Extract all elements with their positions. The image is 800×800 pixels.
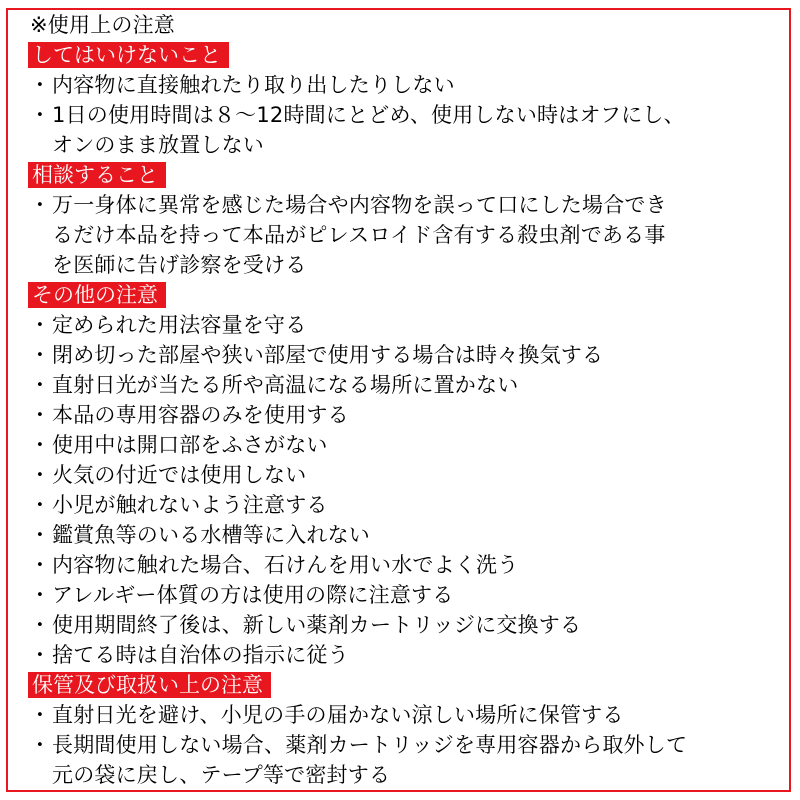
- list-item: [28, 370, 788, 400]
- list-item-text: 閉め切った部屋や狭い部屋で使用する場合は時々換気する: [52, 343, 604, 367]
- list-item-text: るだけ本品を持って本品がピレスロイド含有する殺虫剤である事: [52, 223, 666, 247]
- list-item-text: 定められた用法容量を守る: [52, 313, 307, 337]
- list-item-continuation: [28, 250, 788, 280]
- bullet-mark: ・: [29, 373, 51, 397]
- list-item: [28, 640, 788, 670]
- bullet-mark: ・: [29, 703, 51, 727]
- list-item-text: 使用中は開口部をふさがない: [52, 433, 328, 457]
- bullet-mark: ・: [29, 553, 51, 577]
- section-heading: してはいけないこと: [28, 42, 229, 68]
- notice-content: [28, 10, 788, 790]
- bullet-mark: ・: [29, 313, 51, 337]
- list-item: [28, 580, 788, 610]
- bullet-mark: ・: [29, 583, 51, 607]
- list-item: [28, 610, 788, 640]
- page-title: ※使用上の注意: [30, 13, 175, 37]
- list-item: [28, 730, 788, 760]
- section-heading: その他の注意: [28, 282, 166, 308]
- list-item-text: 小児が触れないよう注意する: [52, 493, 328, 517]
- list-item: [28, 310, 788, 340]
- section-heading: 保管及び取扱い上の注意: [28, 672, 271, 698]
- list-item-continuation: [28, 130, 788, 160]
- list-item-text: 直射日光が当たる所や高温になる場所に置かない: [52, 373, 519, 397]
- list-item-text: 捨てる時は自治体の指示に従う: [52, 643, 349, 667]
- sections-container: [28, 40, 788, 790]
- list-item-text: 内容物に触れた場合、石けんを用い水でよく洗う: [52, 553, 519, 577]
- list-item-text: アレルギー体質の方は使用の際に注意する: [52, 583, 454, 607]
- bullet-mark: ・: [29, 343, 51, 367]
- bullet-mark: ・: [29, 433, 51, 457]
- list-item: [28, 520, 788, 550]
- section-heading-row: [28, 160, 788, 190]
- bullet-mark: ・: [29, 403, 51, 427]
- section-heading-row: [28, 280, 788, 310]
- list-item: [28, 190, 788, 220]
- list-item: [28, 430, 788, 460]
- list-item-text: 元の袋に戻し、テープ等で密封する: [52, 763, 391, 787]
- list-item: [28, 70, 788, 100]
- list-item-continuation: [28, 220, 788, 250]
- bullet-mark: ・: [29, 103, 51, 127]
- bullet-mark: ・: [29, 193, 51, 217]
- list-item-text: 火気の付近では使用しない: [52, 463, 307, 487]
- list-item: [28, 100, 788, 130]
- list-item: [28, 550, 788, 580]
- list-item: [28, 490, 788, 520]
- section-heading-row: [28, 670, 788, 700]
- list-item-text: 1日の使用時間は８～12時間にとどめ、使用しない時はオフにし、: [52, 103, 685, 127]
- list-item: [28, 400, 788, 430]
- bullet-mark: ・: [29, 493, 51, 517]
- bullet-mark: ・: [29, 523, 51, 547]
- list-item: [28, 700, 788, 730]
- list-item-text: 内容物に直接触れたり取り出したりしない: [52, 73, 455, 97]
- list-item-text: 直射日光を避け、小児の手の届かない涼しい場所に保管する: [52, 703, 624, 727]
- list-item: [28, 460, 788, 490]
- list-item-text: オンのまま放置しない: [52, 133, 264, 157]
- bullet-mark: ・: [29, 613, 51, 637]
- list-item-text: 使用期間終了後は、新しい薬剤カートリッジに交換する: [52, 613, 582, 637]
- list-item-text: 長期間使用しない場合、薬剤カートリッジを専用容器から取外して: [52, 733, 688, 757]
- bullet-mark: ・: [29, 463, 51, 487]
- list-item-continuation: [28, 760, 788, 790]
- bullet-mark: ・: [29, 733, 51, 757]
- bullet-mark: ・: [29, 73, 51, 97]
- list-item-text: を医師に告げ診察を受ける: [52, 253, 307, 277]
- list-item-text: 本品の専用容器のみを使用する: [52, 403, 349, 427]
- section-heading-row: [28, 40, 788, 70]
- section-heading: 相談すること: [28, 162, 166, 188]
- bullet-mark: ・: [29, 643, 51, 667]
- list-item: [28, 340, 788, 370]
- list-item-text: 万一身体に異常を感じた場合や内容物を誤って口にした場合でき: [52, 193, 667, 217]
- list-item-text: 鑑賞魚等のいる水槽等に入れない: [52, 523, 370, 547]
